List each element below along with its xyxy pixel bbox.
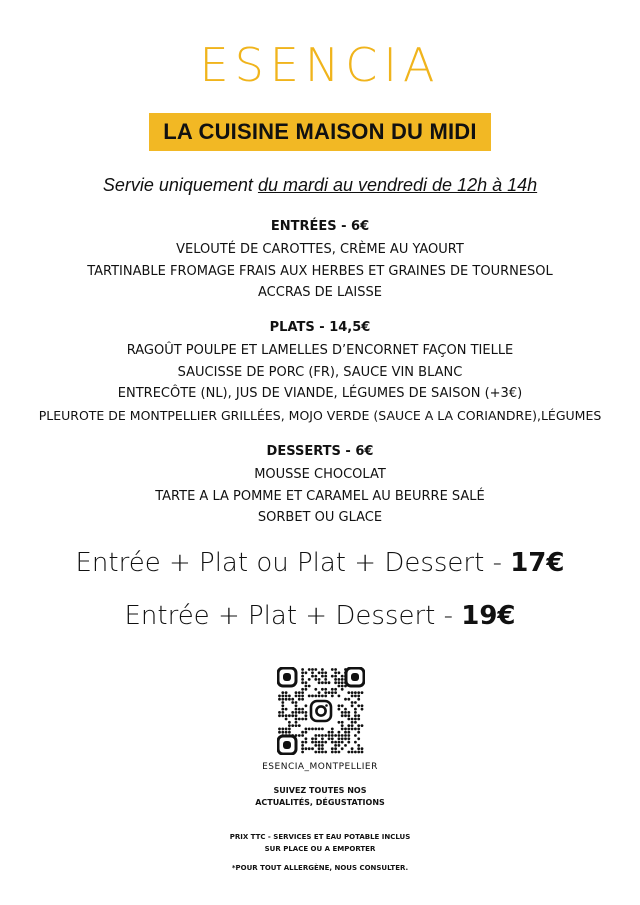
instagram-icon bbox=[308, 698, 334, 724]
service-days: du mardi au vendredi de 12h à 14h bbox=[257, 175, 538, 195]
follow-text bbox=[0, 785, 640, 809]
menu-item: ENTRECÔTE (NL), JUS DE VIANDE, LÉGUMES DE SAISON (+3€) bbox=[117, 386, 523, 401]
section-plats bbox=[0, 320, 640, 426]
brand-logo: ESENCIA bbox=[199, 38, 441, 92]
menu-item: ACCRAS DE LAISSE bbox=[258, 285, 382, 300]
menu-item: SORBET OU GLACE bbox=[257, 510, 383, 525]
follow-line: ACTUALITÉS, DÉGUSTATIONS bbox=[255, 798, 385, 807]
qr-code[interactable] bbox=[277, 667, 365, 755]
menu-item: TARTINABLE FROMAGE FRAIS AUX HERBES ET GRAINES DE TOURNESOL bbox=[87, 263, 553, 279]
section-title: PLATS - 14,5€ bbox=[269, 320, 371, 335]
section-title: DESSERTS - 6€ bbox=[266, 444, 374, 459]
formula-price: 19€ bbox=[461, 601, 516, 631]
menu-banner: LA CUISINE MAISON DU MIDI bbox=[149, 113, 490, 151]
menu-item: TARTE A LA POMME ET CARAMEL AU BEURRE SALÉ bbox=[155, 488, 485, 504]
footer-line: SUR PLACE OU A EMPORTER bbox=[264, 845, 376, 853]
pricing-note bbox=[0, 831, 640, 855]
section-desserts bbox=[0, 444, 640, 529]
menu-item: SAUCISSE DE PORC (FR), SAUCE VIN BLANC bbox=[177, 364, 463, 380]
allergen-note: *POUR TOUT ALLERGÈNE, NOUS CONSULTER. bbox=[231, 864, 409, 872]
section-title: ENTRÉES - 6€ bbox=[270, 219, 370, 234]
follow-line: SUIVEZ TOUTES NOS bbox=[273, 786, 367, 795]
formula-text: Entrée + Plat ou Plat + Dessert - bbox=[75, 548, 511, 578]
menu-item: RAGOÛT POULPE ET LAMELLES D’ENCORNET FAÇON TIELLE bbox=[126, 343, 514, 358]
service-hours bbox=[0, 175, 640, 196]
instagram-handle: ESENCIA_MONTPELLIER bbox=[262, 762, 378, 772]
footer-line: PRIX TTC - SERVICES ET EAU POTABLE INCLUS bbox=[229, 833, 411, 841]
formula-two-courses bbox=[0, 548, 640, 578]
menu-item: PLEUROTE DE MONTPELLIER GRILLÉES, MOJO VERDE (SAUCE A LA CORIANDRE),LÉGUMES bbox=[38, 407, 602, 423]
section-entrees bbox=[0, 219, 640, 304]
formula-price: 17€ bbox=[510, 548, 565, 578]
menu-item: MOUSSE CHOCOLAT bbox=[254, 467, 386, 482]
formula-three-courses bbox=[0, 601, 640, 631]
menu-item: VELOUTÉ DE CAROTTES, CRÈME AU YAOURT bbox=[176, 242, 464, 257]
service-prefix: Servie uniquement bbox=[102, 175, 258, 195]
formula-text: Entrée + Plat + Dessert - bbox=[124, 601, 462, 631]
